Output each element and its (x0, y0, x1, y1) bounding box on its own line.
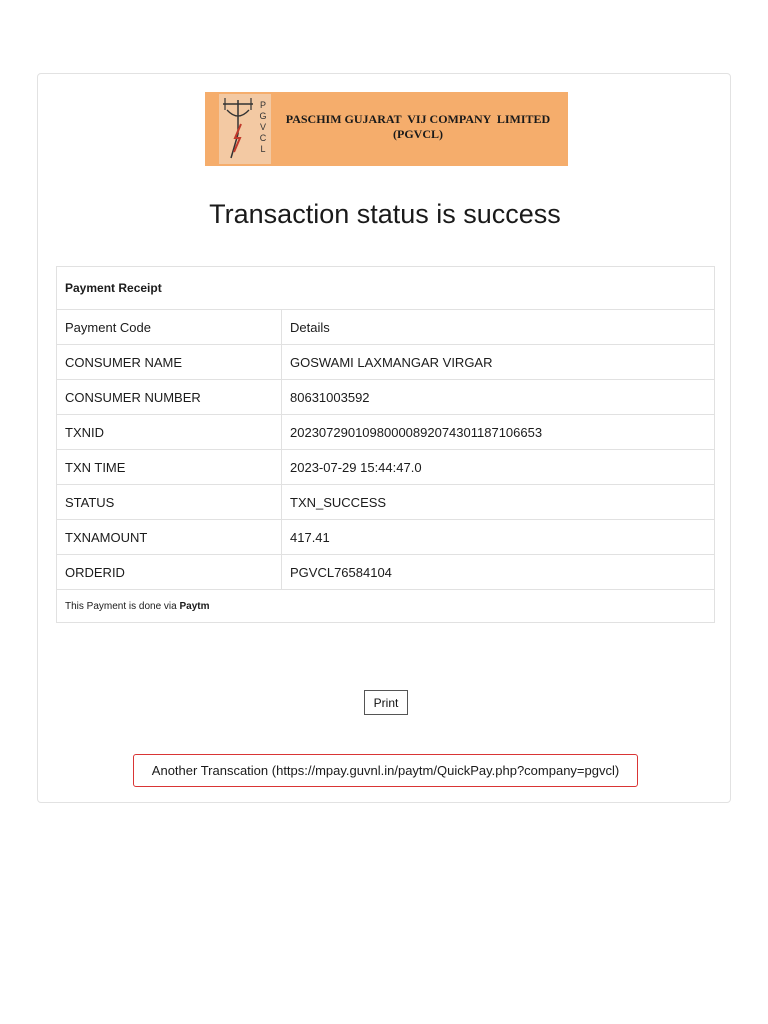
column-header-value: Details (282, 310, 715, 345)
receipt-title-row (57, 267, 715, 310)
pgvcl-logo (219, 94, 271, 164)
row-key: TXNID (57, 415, 282, 450)
row-key: ORDERID (57, 555, 282, 590)
table-header-row (57, 310, 715, 345)
company-name-line2: (PGVCL) (393, 127, 443, 141)
row-value: GOSWAMI LAXMANGAR VIRGAR (282, 345, 715, 380)
table-row (57, 415, 715, 450)
company-banner (205, 92, 568, 166)
payment-provider-prefix: This Payment is done via (65, 600, 180, 612)
company-name-line1: PASCHIM GUJARAT VIJ COMPANY LIMITED (285, 112, 551, 126)
payment-receipt-table (56, 266, 715, 623)
row-value: 417.41 (282, 520, 715, 555)
payment-provider-note (57, 590, 715, 623)
row-value: TXN_SUCCESS (282, 485, 715, 520)
payment-provider-row (57, 590, 715, 623)
table-row (57, 555, 715, 590)
row-key: CONSUMER NAME (57, 345, 282, 380)
receipt-card (37, 73, 731, 803)
receipt-title: Payment Receipt (57, 267, 715, 310)
print-button[interactable]: Print (364, 690, 408, 715)
table-row (57, 485, 715, 520)
another-transaction-link[interactable]: Another Transcation (https://mpay.guvnl.in/paytm/QuickPay.php?company=pgvcl) (133, 754, 638, 787)
table-row (57, 345, 715, 380)
page-title: Transaction status is success (209, 199, 561, 229)
column-header-key: Payment Code (57, 310, 282, 345)
table-row (57, 520, 715, 555)
row-value: 80631003592 (282, 380, 715, 415)
row-value: PGVCL76584104 (282, 555, 715, 590)
table-row (57, 450, 715, 485)
row-key: TXN TIME (57, 450, 282, 485)
company-name (273, 112, 563, 142)
payment-provider-name: Paytm (179, 600, 210, 612)
row-key: CONSUMER NUMBER (57, 380, 282, 415)
row-key: STATUS (57, 485, 282, 520)
row-value: 2023-07-29 15:44:47.0 (282, 450, 715, 485)
logo-letters: P G V C L (259, 100, 267, 154)
row-value: 20230729010980000892074301187106653 (282, 415, 715, 450)
row-key: TXNAMOUNT (57, 520, 282, 555)
table-row (57, 380, 715, 415)
